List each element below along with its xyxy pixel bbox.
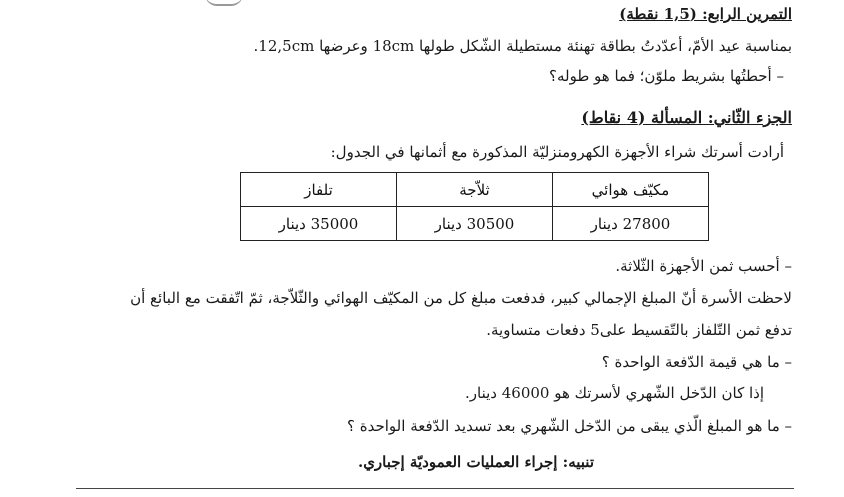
table-price-row — [241, 207, 709, 241]
monthly-income-info: إذا كان الدّخل الشّهري لأسرتك هو 46000 دينار. — [465, 384, 764, 402]
appliance-price-table — [240, 172, 709, 241]
question-remaining-amount: – ما هو المبلغ الّذي يبقى من الدّخل الشّهري بعد تسديد الدّفعة الواحدة ؟ — [347, 417, 792, 435]
part2-title: الجزء الثّاني: المسألة (4 نقاط) — [581, 108, 792, 127]
exercise4-title: التمرين الرابع: (1,5 نقطة) — [619, 5, 792, 23]
scan-artifact-mark — [205, 0, 243, 6]
question-installment: – ما هي قيمة الدّفعة الواحدة ؟ — [601, 353, 792, 371]
question-total-price: – أحسب ثمن الأجهزة الثّلاثة. — [615, 257, 792, 275]
table-header-cell: ثلاّجة — [397, 173, 553, 207]
exercise4-statement: بمناسبة عيد الأمّ، أعدّدتُ بطاقة تهنئة مستطيلة الشّكل طولها 18cm وعرضها 12,5cm. — [253, 37, 792, 55]
exercise4-question: – أحطتُها بشريط ملوّن؛ فما هو طوله؟ — [549, 67, 784, 85]
part2-intro: أرادت أسرتك شراء الأجهزة الكهرومنزليّة المذكورة مع أثمانها في الجدول: — [330, 143, 784, 161]
problem-paragraph-line1: لاحظت الأسرة أنّ المبلغ الإجمالي كبير، فدفعت مبلغ كل من المكيّف الهوائي والثّلاّجة، ثمّ اتّفقت مع البائع أن — [130, 289, 792, 307]
table-header-row — [241, 173, 709, 207]
bottom-divider — [76, 488, 794, 489]
note-vertical-operations: تنبيه: إجراء العمليات العموديّة إجباري. — [357, 453, 594, 471]
table-price-cell: 27800 دينار — [553, 207, 709, 241]
table-price-cell: 35000 دينار — [241, 207, 397, 241]
table-header-cell: تلفاز — [241, 173, 397, 207]
problem-paragraph-line2: تدفع ثمن التّلفاز بالتّقسيط على5 دفعات متساوية. — [486, 321, 792, 339]
table-price-cell: 30500 دينار — [397, 207, 553, 241]
table-header-cell: مكيّف هوائي — [553, 173, 709, 207]
